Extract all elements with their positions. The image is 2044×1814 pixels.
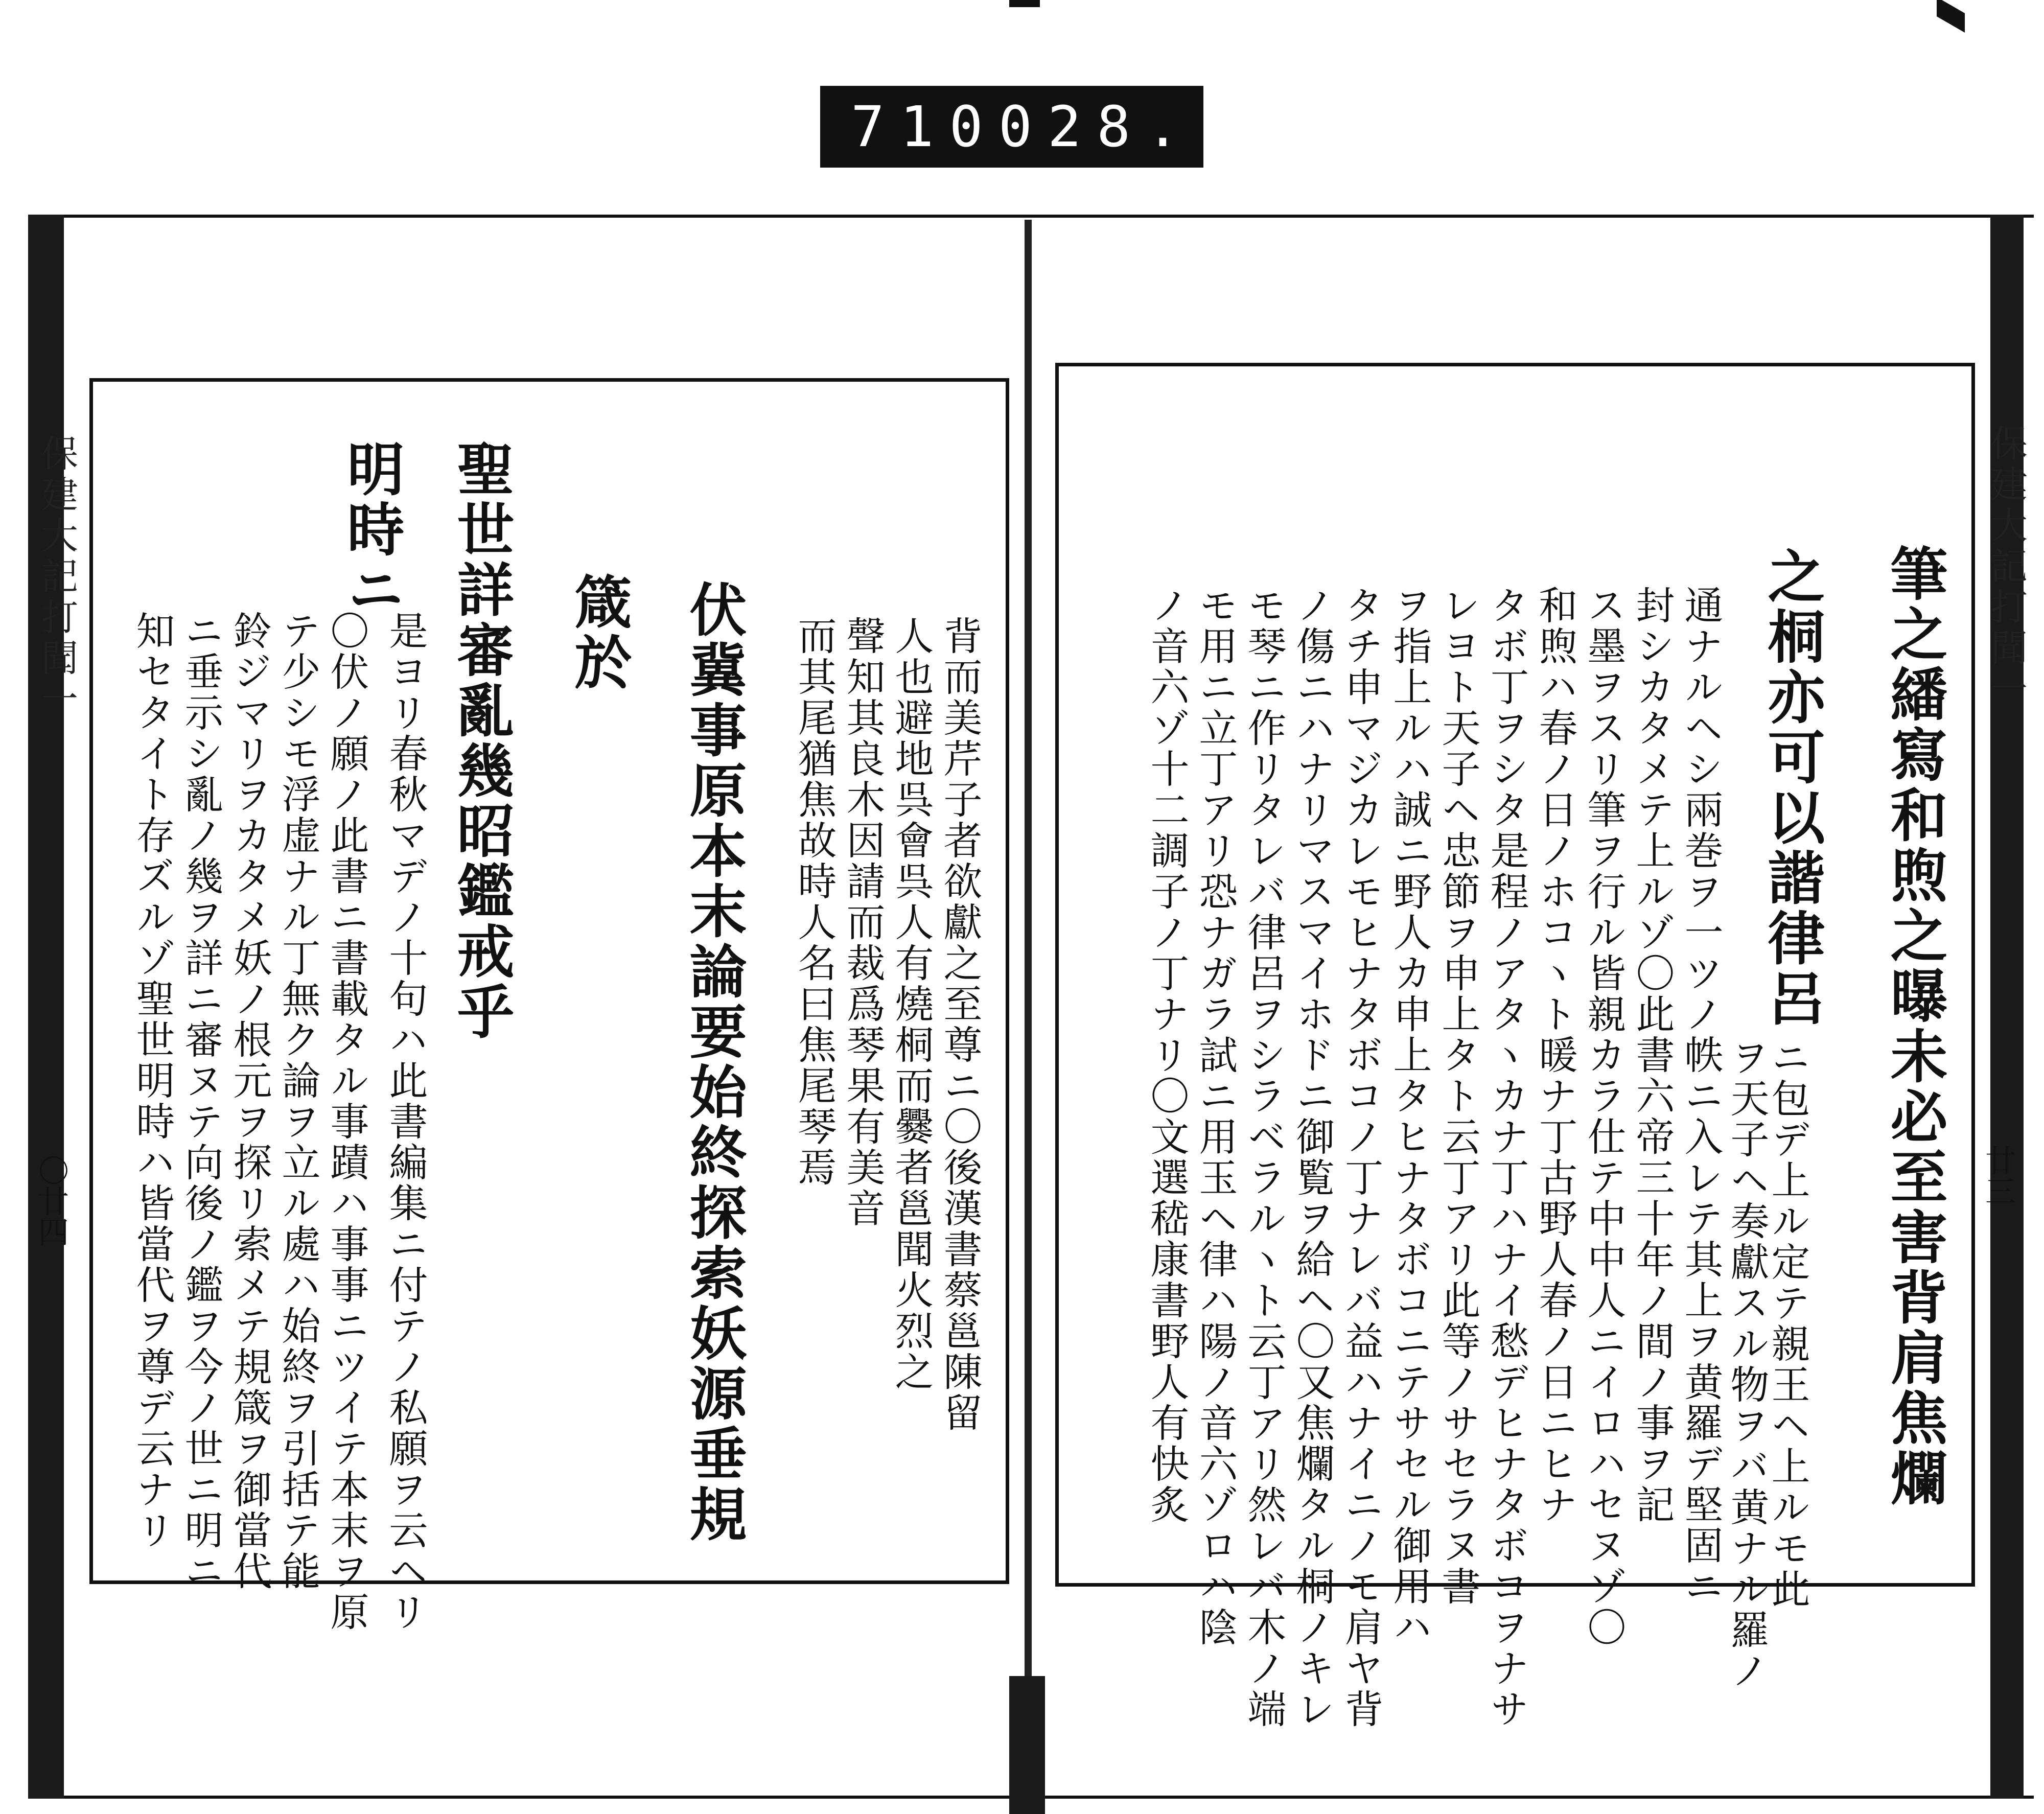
right-line-12: モ琴ニ作リタレバ律呂ヲシラベラルヽト云丁アリ然レバ木ノ端 [1241,585,1287,1730]
left-heading-1: 伏冀事原本末論要始終探索妖源垂規 [680,580,747,1545]
left-heading-4: 明時ニ [338,439,405,620]
right-line-13: モ用ニ立丁アリ恐ナガラ試ニ用玉ヘ律ハ陽ノ音六ゾロハ陰 [1193,585,1238,1648]
right-line-7: タボ丁ヲシタ是程ノアタヽカナ丁ハナイ愁デヒナタボコヲナサ [1484,585,1529,1730]
right-heading-2: 之桐亦可以諧律呂 [1758,547,1825,1029]
left-line-4: 而其尾猶焦故時人名曰焦尾琴焉 [792,616,837,1188]
right-folio: 廿三 [1980,1145,2016,1206]
right-line-1: ヲ天子ヘ奏獻スル物ヲバ黄ナル羅ノ [1724,1037,1770,1691]
right-heading-1: 筆之繙寫和煦之曝未必至害背肩焦爛 [1881,544,1948,1509]
right-line-4: 封シカタメテ上ルゾ〇此書六帝三十年ノ間ノ事ヲ記 [1630,585,1675,1525]
center-fold [1025,220,1032,1753]
left-line-10: 知セタイト存ズルゾ聖世明時ハ皆當代ヲ尊デ云ナリ [130,611,175,1551]
archive-id-label [820,86,1203,168]
right-line-2: ニ包デ上ル定テ親王ヘ上ルモ此 [1765,1037,1810,1610]
left-line-8: 鈴ジマリヲカタメ妖ノ根元ヲ探リ索メテ規箴ヲ御當代 [227,611,272,1592]
left-line-7: テ少シモ浮虚ナル丁無ク論ヲ立ル處ハ始終ヲ引括テ能 [275,611,321,1592]
right-line-5: ス墨ヲスリ筆ヲ行ル皆親カラ仕テ中中人ニイロハセヌゾ〇 [1581,585,1627,1648]
archive-id-right: 028. [998,94,1195,159]
right-line-9: ヲ指上ルハ誠ニ野人カ申上タヒナタボコニテサセル御用ハ [1387,585,1432,1648]
left-margin-title: 保建大記打聞一 [35,434,78,720]
left-line-6: 〇伏ノ願ノ此書ニ書載タル事蹟ハ事事ニツイテ本末ヲ原 [324,611,369,1633]
left-line-1: 背而美芹子者欲獻之至尊ニ〇後漢書蔡邕陳留 [937,616,983,1433]
archive-id-left: 710 [851,94,998,159]
right-line-6: 和煦ハ春ノ日ノホコヽト暖ナ丁古野人春ノ日ニヒナ [1532,585,1578,1525]
scan-mark-corner [1937,0,1965,33]
left-heading-3: 聖世詳審亂幾昭鑑戒乎 [448,439,515,1042]
right-line-10: タチ申マジカレモヒナタボコノ丁ナレバ益ハナイニノモ肩ヤ背 [1338,585,1384,1730]
right-line-8: レヨト天子ヘ忠節ヲ申上タト云丁アリ此等ノサセラヌ書 [1435,585,1481,1607]
right-margin-title: 保建大記打聞一 [1985,424,2028,710]
left-folio: 〇廿四 [33,1155,69,1247]
right-line-14: ノ音六ゾ十二調子ノ丁ナリ〇文選嵇康書野人有快炙 [1144,585,1190,1525]
scan-mark-top [1009,0,1040,7]
left-line-5: 是ヨリ春秋マデノ十句ハ此書編集ニ付テノ私願ヲ云ヘリ [383,611,428,1633]
center-clip [1009,1676,1045,1814]
left-line-3: 聲知其良木因請而裁爲琴果有美音 [840,616,886,1229]
left-line-9: ニ垂示シ亂ノ幾ヲ詳ニ審ヌテ向後ノ鑑ヲ今ノ世ニ明ニ [178,611,224,1592]
left-line-2: 人也避地呉會呉人有燒桐而爨者邕聞火烈之 [889,616,934,1392]
left-heading-2: 箴於 [565,572,632,693]
right-line-3: 通ナルヘシ兩巻ヲ一ツノ帙ニ入レテ其上ヲ黄羅デ堅固ニ [1678,585,1724,1607]
right-line-11: ノ傷ニハナリマスマイホドニ御覧ヲ給ヘ〇又焦爛タル桐ノキレ [1290,585,1335,1730]
